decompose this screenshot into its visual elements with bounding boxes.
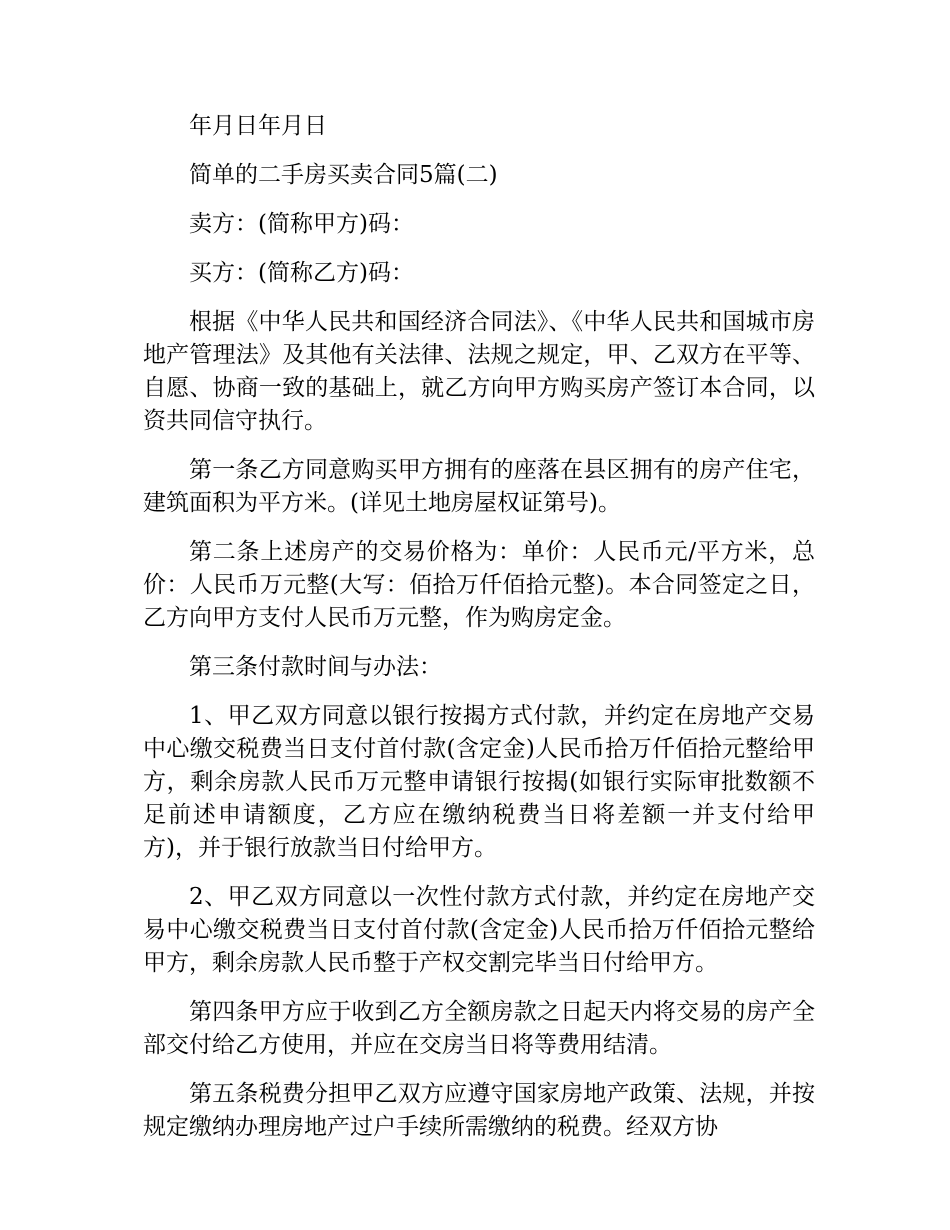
article-5-paragraph: 第五条税费分担甲乙双方应遵守国家房地产政策、法规，并按规定缴纳办理房地产过户手续所需缴纳的税费。经双方协 [143, 1081, 815, 1140]
article-2-paragraph: 第二条上述房产的交易价格为：单价：人民币元/平方米，总价：人民币万元整(大写：佰拾万仟佰拾元整)。本合同签定之日，乙方向甲方支付人民币万元整，作为购房定金。 [143, 539, 815, 631]
seller-line: 卖方：(简称甲方)码： [189, 211, 414, 237]
article-3-heading: 第三条付款时间与办法： [189, 654, 442, 680]
article-1-paragraph: 第一条乙方同意购买甲方拥有的座落在县区拥有的房产住宅，建筑面积为平方米。(详见土地房屋权证第号)。 [143, 457, 815, 516]
article-3-item-1: 1、甲乙双方同意以银行按揭方式付款，并约定在房地产交易中心缴交税费当日支付首付款(含定金)人民币拾万仟佰拾元整给甲方，剩余房款人民币万元整申请银行按揭(如银行实际审批数额不足前述申请额度，乙方应在缴纳税费当日将差额一并支付给甲方)，并于银行放款当日付给甲方。 [143, 703, 815, 861]
document-title: 简单的二手房买卖合同5篇(二) [189, 162, 498, 188]
document-page [143, 110, 815, 1159]
article-3-item-2: 2、甲乙双方同意以一次性付款方式付款，并约定在房地产交易中心缴交税费当日支付首付款(含定金)人民币拾万仟佰拾元整给甲方，剩余房款人民币整于产权交割完毕当日付给甲方。 [143, 884, 815, 976]
preamble-paragraph: 根据《中华人民共和国经济合同法》、《中华人民共和国城市房地产管理法》及其他有关法律、法规之规定，甲、乙双方在平等、自愿、协商一致的基础上，就乙方向甲方购买房产签订本合同，以资共同信守执行。 [143, 309, 815, 434]
date-line: 年月日年月日 [189, 113, 327, 139]
article-4-paragraph: 第四条甲方应于收到乙方全额房款之日起天内将交易的房产全部交付给乙方使用，并应在交房当日将等费用结清。 [143, 999, 815, 1058]
buyer-line: 买方：(简称乙方)码： [189, 260, 414, 286]
